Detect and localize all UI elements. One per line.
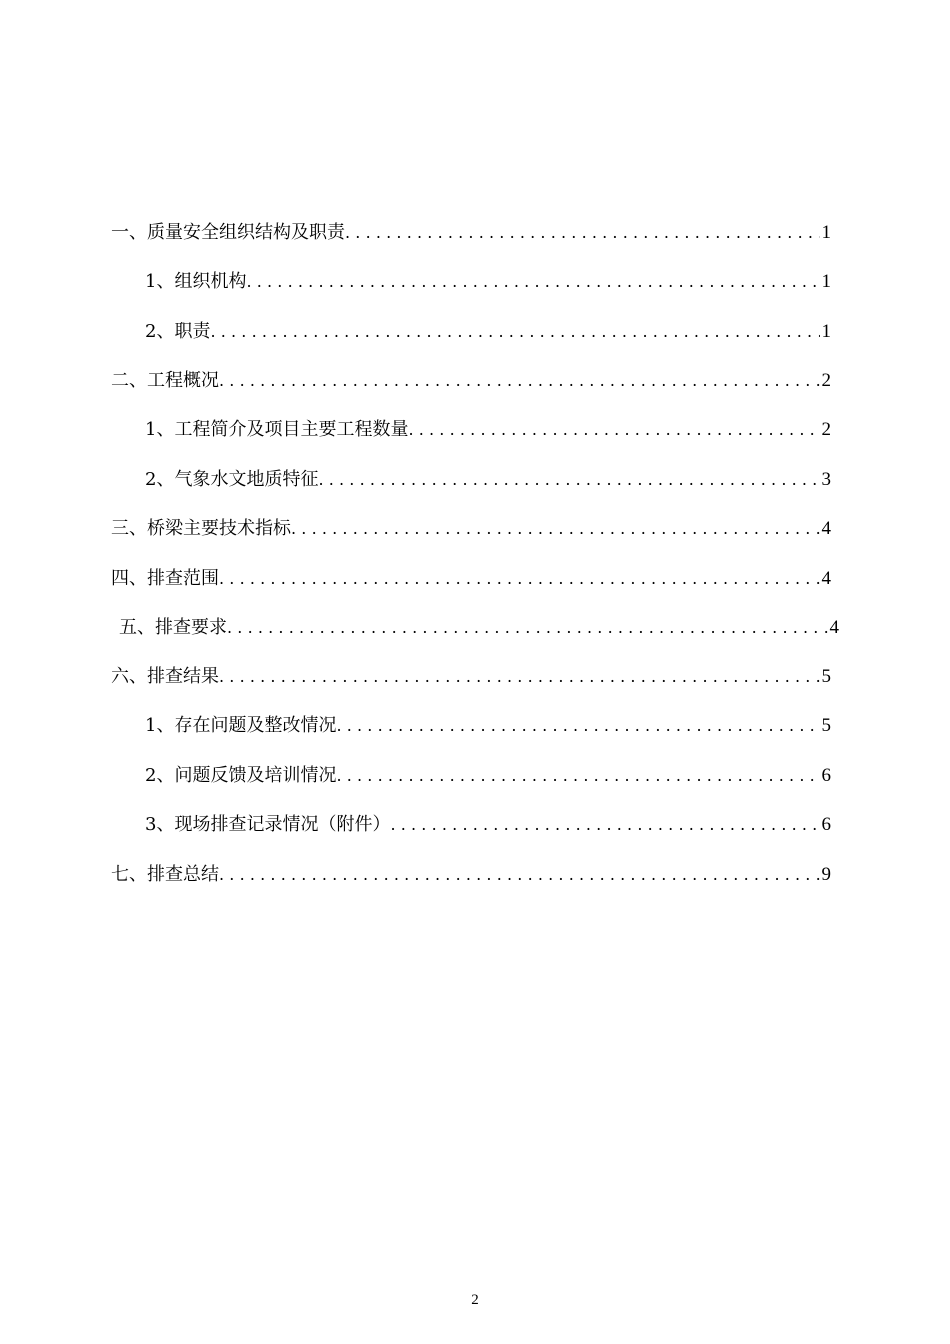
toc-entry-6-2[interactable] — [145, 764, 831, 788]
toc-entry-6[interactable] — [111, 665, 831, 689]
toc-entry-title: 2、气象水文地质特征 — [145, 469, 319, 490]
toc-entry-7[interactable] — [111, 863, 831, 887]
toc-dot-leader — [318, 468, 819, 492]
toc-entry-page: 1 — [821, 271, 831, 292]
toc-entry-3[interactable] — [111, 517, 831, 541]
toc-entry-page: 4 — [821, 518, 831, 539]
toc-entry-title: 1、存在问题及整改情况 — [145, 715, 337, 736]
toc-entry-page: 1 — [821, 222, 831, 243]
toc-dot-leader — [336, 714, 819, 738]
toc-entry-title: 1、组织机构 — [145, 271, 247, 292]
toc-entry-page: 3 — [821, 469, 831, 490]
toc-entry-6-1[interactable] — [145, 714, 831, 738]
toc-entry-page: 6 — [821, 814, 831, 835]
toc-entry-title: 3、现场排查记录情况（附件） — [145, 814, 391, 835]
page-number: 2 — [471, 1292, 479, 1308]
toc-entry-1-1[interactable] — [145, 270, 831, 294]
toc-entry-1[interactable] — [111, 221, 831, 245]
toc-entry-title: 1、工程简介及项目主要工程数量 — [145, 419, 409, 440]
toc-entry-page: 2 — [821, 419, 831, 440]
toc-entry-page: 4 — [829, 617, 839, 638]
toc-dot-leader — [408, 418, 819, 442]
toc-entry-5[interactable] — [119, 616, 839, 640]
toc-entry-title: 2、问题反馈及培训情况 — [145, 765, 337, 786]
toc-entry-title: 四、排查范围 — [111, 568, 219, 589]
toc-dot-leader — [219, 665, 820, 689]
toc-entry-title: 三、桥梁主要技术指标 — [111, 518, 291, 539]
toc-entry-page: 9 — [821, 864, 831, 885]
toc-dot-leader — [390, 813, 819, 837]
toc-entry-page: 5 — [821, 715, 831, 736]
toc-entry-2[interactable] — [111, 369, 831, 393]
toc-entry-title: 一、质量安全组织结构及职责 — [111, 222, 345, 243]
toc-dot-leader — [210, 320, 819, 344]
toc-dot-leader — [336, 764, 819, 788]
toc-entry-page: 4 — [821, 568, 831, 589]
toc-dot-leader — [219, 863, 820, 887]
toc-dot-leader — [246, 270, 819, 294]
toc-entry-page: 2 — [821, 370, 831, 391]
toc-entry-title: 二、工程概况 — [111, 370, 219, 391]
toc-dot-leader — [227, 616, 828, 640]
toc-entry-4[interactable] — [111, 567, 831, 591]
toc-dot-leader — [291, 517, 820, 541]
toc-dot-leader — [345, 221, 820, 245]
toc-dot-leader — [219, 567, 820, 591]
toc-entry-6-3[interactable] — [145, 813, 831, 837]
toc-entry-page: 5 — [821, 666, 831, 687]
toc-entry-2-1[interactable] — [145, 418, 831, 442]
toc-entry-title: 六、排查结果 — [111, 666, 219, 687]
toc-entry-page: 1 — [821, 321, 831, 342]
toc-entry-1-2[interactable] — [145, 320, 831, 344]
toc-entry-title: 2、职责 — [145, 321, 211, 342]
toc-entry-page: 6 — [821, 765, 831, 786]
toc-entry-title: 五、排查要求 — [119, 617, 227, 638]
toc-dot-leader — [219, 369, 820, 393]
toc-entry-2-2[interactable] — [145, 468, 831, 492]
toc-entry-title: 七、排查总结 — [111, 864, 219, 885]
